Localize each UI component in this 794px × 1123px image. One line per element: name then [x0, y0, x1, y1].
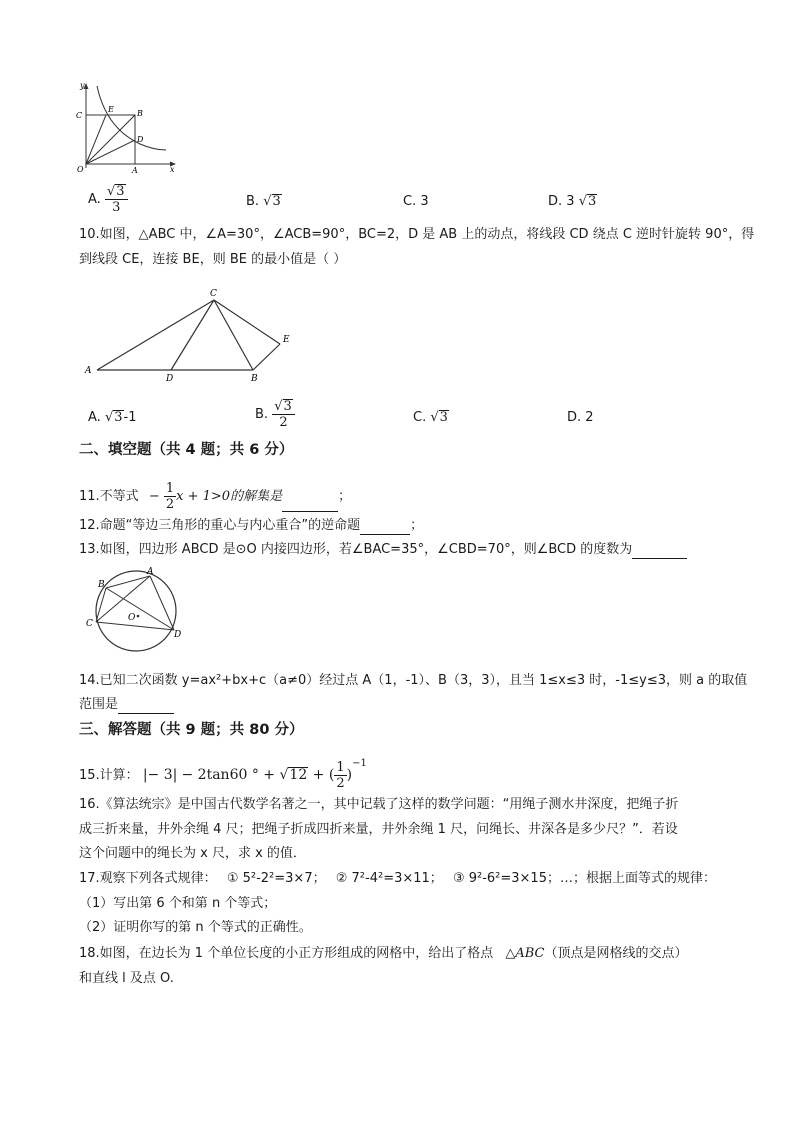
fig9-label-e: E [108, 105, 114, 114]
q16-line-2: 成三折来量，井外余绳 4 尺；把绳子折成四折来量，井外余绳 1 尺，问绳长、井深各是多少尺？”．若设 [79, 822, 678, 837]
q17-part-2: （2）证明你写的第 n 个等式的正确性。 [79, 920, 312, 935]
q9-option-c: C. 3 [403, 194, 429, 209]
q16-line-3: 这个问题中的绳长为 x 尺，求 x 的值． [79, 846, 306, 861]
q12-answer-blank[interactable] [360, 522, 410, 535]
q13-answer-blank[interactable] [632, 546, 687, 559]
fig10-label-a: A [85, 366, 92, 376]
q10-option-c: C. √3 [413, 410, 448, 425]
q10-option-b: B. $\frac{√3}{2}$ [255, 399, 295, 430]
fig9-label-o: O [77, 165, 84, 174]
q12-line: 12.命题“等边三角形的重心与内心重合”的逆命题 ； [79, 518, 424, 533]
q10-line-1: 10.如图，△ABC 中，∠A=30°，∠ACB=90°，BC=2，D 是 AB 上的动点，将线段 CD 绕点 C 逆时针旋转 90°，得 [79, 227, 755, 242]
fig9-label-b: B [137, 109, 143, 118]
fig13-label-d: D [174, 630, 182, 640]
q9-option-d: D. 3 √3 [548, 194, 597, 209]
q10-figure [80, 286, 300, 386]
section-fill-in-heading: 二、填空题（共 4 题；共 6 分） [79, 442, 294, 458]
q18-line-1: 18.如图，在边长为 1 个单位长度的小正方形组成的网格中，给出了格点 △ABC（顶点是网格线的交点） [79, 946, 688, 961]
fig9-label-a: A [132, 166, 138, 175]
fig9-label-y: y [80, 81, 85, 90]
fig9-label-c: C [76, 111, 83, 120]
q13-figure [82, 566, 192, 656]
q17-part-1: （1）写出第 6 个和第 n 个等式； [79, 896, 277, 911]
fig13-label-c: C [86, 619, 93, 629]
q9-figure [70, 80, 180, 175]
q10-option-a: A. √3-1 [88, 410, 137, 425]
fig13-label-a: A [147, 567, 154, 577]
section-solve-heading: 三、解答题（共 9 题；共 80 分） [79, 722, 304, 738]
q11-answer-blank[interactable] [282, 499, 338, 512]
fig10-label-e: E [283, 335, 290, 345]
q15-line: 15.计算： |− 3| − 2tan60 ° + √12 + ( $\frac{1}{2}$ )$^{-1}$ [79, 757, 367, 791]
q13-line: 13.如图，四边形 ABCD 是⊙O 内接四边形，若∠BAC=35°，∠CBD=70°，则∠BCD 的度数为 [79, 541, 687, 559]
q17-line: 17.观察下列各式规律： ① 5²-2²=3×7； ② 7²-4²=3×11； ③ 9²-6²=3×15；…；根据上面等式的规律： [79, 871, 716, 886]
q14-line-2: 范围是 [79, 696, 174, 714]
q11-line: 11.不等式 − $\frac{1}{2}$ x + 1>0的解集是 ； [79, 481, 352, 512]
fig9-label-x: x [170, 165, 175, 174]
q9-option-b: B. √3 [246, 194, 281, 209]
fig10-label-c: C [210, 289, 217, 299]
q9-option-a: A. $\frac{√3}{3}$ [88, 184, 128, 215]
q18-line-2: 和直线 l 及点 O. [79, 971, 174, 986]
q10-option-b-fraction: $\frac{√3}{2}$ [272, 399, 295, 430]
fig10-label-d: D [166, 374, 174, 384]
q9-option-a-fraction: $\frac{√3}{3}$ [105, 184, 128, 215]
q16-line-1: 16.《算法统宗》是中国古代数学名著之一，其中记载了这样的数学问题：“用绳子测水井深度，把绳子折 [79, 797, 679, 812]
q14-line-1: 14.已知二次函数 y=ax²+bx+c（a≠0）经过点 A（1，-1）、B（3，3），且当 1≤x≤3 时，-1≤y≤3，则 a 的取值 [79, 673, 748, 688]
fig13-label-b: B [98, 580, 105, 590]
q11-fraction: $\frac{1}{2}$ [165, 481, 175, 512]
q15-fraction: $\frac{1}{2}$ [336, 760, 345, 791]
fig10-label-b: B [251, 374, 258, 384]
q10-line-2: 到线段 CE，连接 BE，则 BE 的最小值是（ ） [79, 252, 347, 267]
fig13-label-o: O [128, 613, 136, 623]
fig9-label-d: D [137, 135, 144, 144]
q10-option-d: D. 2 [567, 410, 594, 425]
q14-answer-blank[interactable] [118, 701, 174, 714]
